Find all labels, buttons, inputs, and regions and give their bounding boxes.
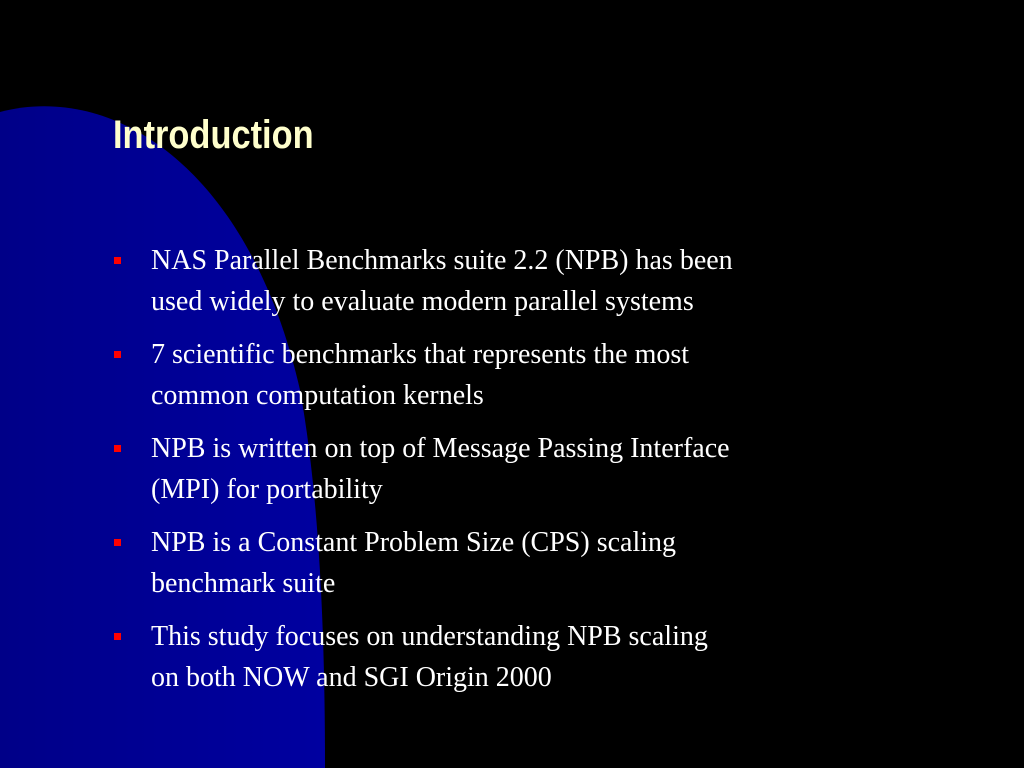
square-bullet-icon bbox=[114, 351, 121, 358]
bullet-text: NPB is written on top of Message Passing Interface (MPI) for portability bbox=[151, 433, 730, 505]
square-bullet-icon bbox=[114, 633, 121, 640]
list-item bbox=[114, 334, 854, 416]
square-bullet-icon bbox=[114, 445, 121, 452]
slide-title: Introduction bbox=[113, 113, 314, 157]
bullet-text: NAS Parallel Benchmarks suite 2.2 (NPB) has been used widely to evaluate modern parallel systems bbox=[151, 245, 733, 317]
bullet-text: NPB is a Constant Problem Size (CPS) scaling benchmark suite bbox=[151, 527, 676, 599]
list-item bbox=[114, 616, 854, 698]
bullet-text: 7 scientific benchmarks that represents the most common computation kernels bbox=[151, 339, 690, 411]
square-bullet-icon bbox=[114, 539, 121, 546]
list-item bbox=[114, 522, 854, 604]
square-bullet-icon bbox=[114, 257, 121, 264]
list-item bbox=[114, 428, 854, 510]
list-item bbox=[114, 240, 854, 322]
bullet-text: This study focuses on understanding NPB scaling on both NOW and SGI Origin 2000 bbox=[151, 621, 708, 693]
bullet-list bbox=[114, 240, 854, 710]
